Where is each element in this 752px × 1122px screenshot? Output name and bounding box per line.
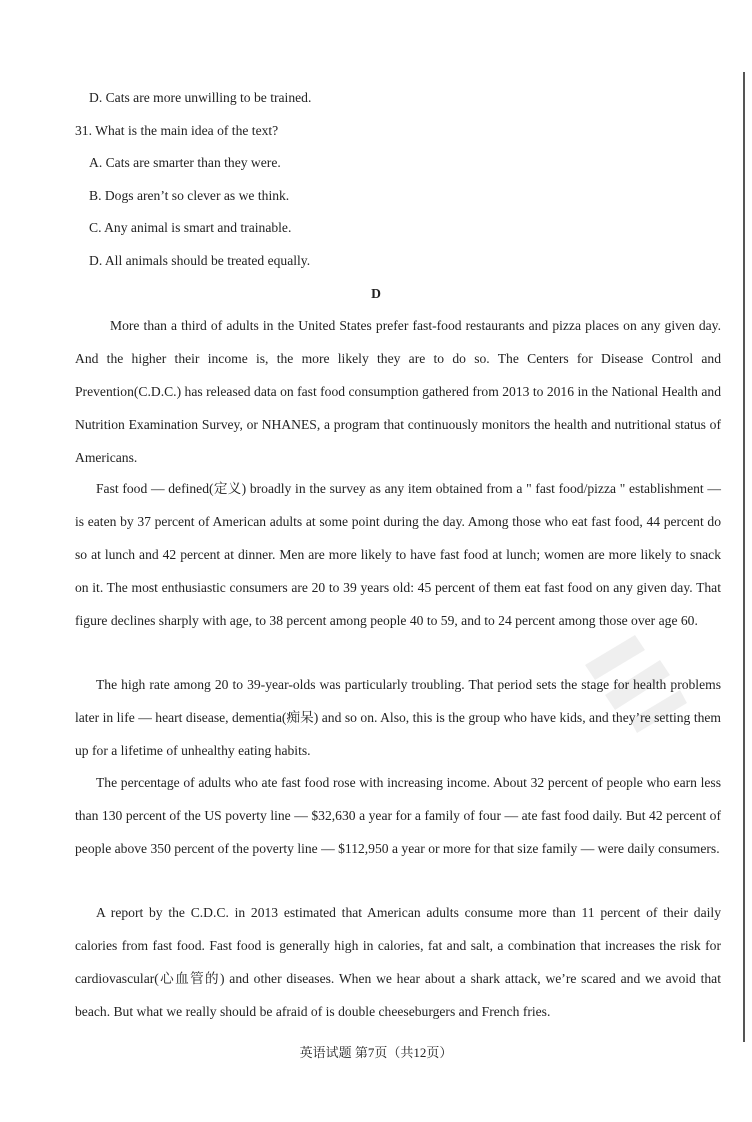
passage-paragraph-4: The percentage of adults who ate fast food rose with increasing income. About 32 percent of people who earn less than 130 percent of the US poverty line — $32,630 a year for a family of four — ate fast food daily. But 42 percent of people above 350 percent of the poverty line — $112,950 a year or more for that size family — were daily consumers. xyxy=(75,775,721,856)
watermark-logo xyxy=(575,605,695,755)
passage-paragraph-3: The high rate among 20 to 39-year-olds was particularly troubling. That period sets the stage for health problems later in life — heart disease, dementia(痴呆) and so on. Also, this is the group who have kids, and they’re setting them up for a lifetime of unhealthy eating habits. xyxy=(75,677,721,758)
q31-option-a: A. Cats are smarter than they were. xyxy=(89,155,281,170)
q30-option-d: D. Cats are more unwilling to be trained. xyxy=(89,90,312,105)
margin-rule xyxy=(743,72,745,1042)
section-heading: D xyxy=(371,286,381,301)
q31-option-d: D. All animals should be treated equally. xyxy=(89,253,311,268)
q31-stem: 31. What is the main idea of the text? xyxy=(75,123,279,138)
q31-option-c: C. Any animal is smart and trainable. xyxy=(89,220,292,235)
passage-paragraph-1: More than a third of adults in the United States prefer fast-food restaurants and pizza places on any given day. And the higher their income is, the more likely they are to do so. The Centers for Disease Control and Prevention(C.D.C.) has released data on fast food consumption gathered from 2013 to 2016 in the National Health and Nutrition Examination Survey, or NHANES, a program that continuously monitors the health and nutritional status of Americans. xyxy=(75,318,721,465)
passage-paragraph-5: A report by the C.D.C. in 2013 estimated that American adults consume more than 11 percent of their daily calories from fast food. Fast food is generally high in calories, fat and salt, a combination that increases the risk for cardiovascular(心血管的) and other diseases. When we hear about a shark attack, we’re scared and we avoid that beach. But what we really should be afraid of is double cheeseburgers and French fries. xyxy=(75,905,721,1019)
page-footer: 英语试题 第7页（共12页） xyxy=(299,1045,453,1060)
q31-option-b: B. Dogs aren’t so clever as we think. xyxy=(89,188,290,203)
passage-paragraph-2: Fast food — defined(定义) broadly in the survey as any item obtained from a " fast food/pizza " establishment — is eaten by 37 percent of American adults at some point during the day. Among those who eat fast food, 44 percent do so at lunch and 42 percent at dinner. Men are more likely to have fast food at lunch; women are more likely to snack on it. The most enthusiastic consumers are 20 to 39 years old: 45 percent of them eat fast food on any given day. That figure declines sharply with age, to 38 percent among people 40 to 59, and to 24 percent among those over age 60. xyxy=(75,481,721,628)
